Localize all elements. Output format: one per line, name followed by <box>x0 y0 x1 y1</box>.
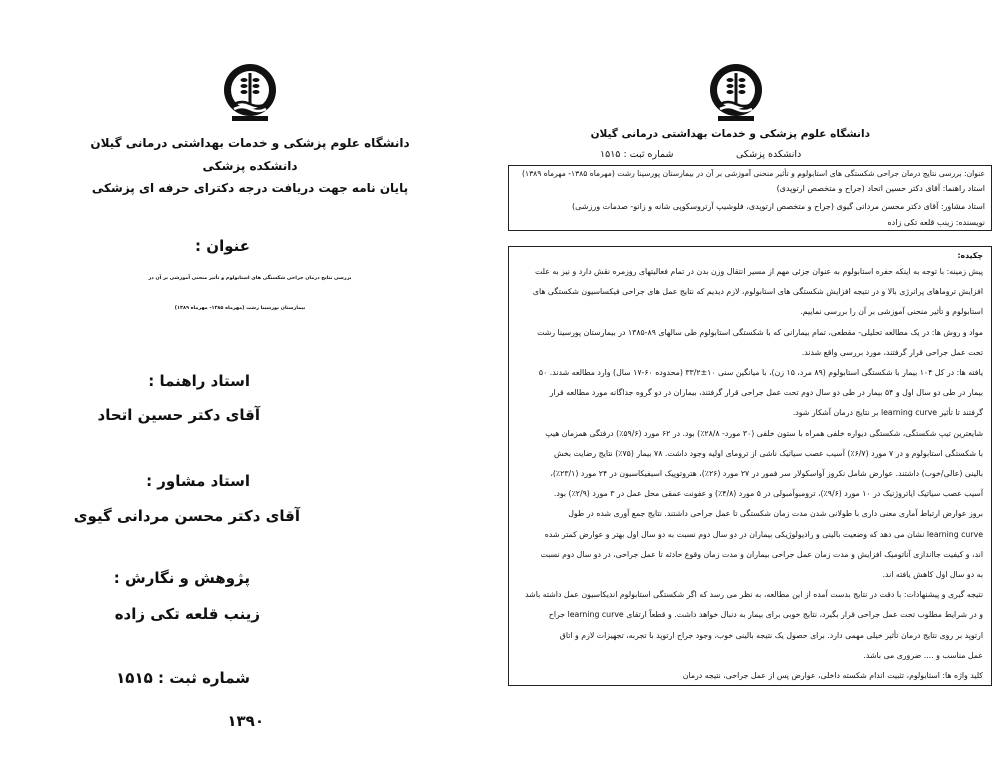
thesis-title-line-1: بررسی نتایج درمان جراحی شکستگی های استابولوم و تأثیر منحنی آموزشی بر آن در <box>148 275 352 281</box>
advisor-label: استاد مشاور : <box>146 472 250 490</box>
abstract-heading: چکیده: <box>957 251 983 260</box>
abstract-line: استابولوم و تأثیر منحنی آموزشی بر آن را بررسی نماییم. <box>800 307 983 317</box>
abstract-line: کلید واژه ها: استابولوم، تثبیت اندام شکسته داخلی، عوارض پس از عمل جراحی، نتیجه درمان <box>682 671 983 680</box>
abstract-line: بیمار در طی دو سال اول و ۵۴ بیمار در طی دو سال دوم تحت عمل جراحی قرار گرفتند، بیماران در دو گروه جداگانه مورد مطالعه قرار <box>549 388 983 398</box>
abstract-line: پیش زمینه: با توجه به اینکه حفره استابولوم به عنوان جزئی مهم از مسیر انتقال وزن بدن در تمام فعالیتهای روزمره نقش دارد و نیز به علت <box>534 267 983 276</box>
title-label: عنوان : <box>195 237 250 255</box>
supervisor-label: استاد راهنما : <box>148 372 250 390</box>
abstract-line: اند، و کیفیت جااندازی آناتومیک افزایش و مدت زمان عمل جراحی بیماران و مدت زمان وقوع حادثه تا عمل جراحی، در دو سال دوم نسبت <box>540 549 983 559</box>
supervisor-name: آقای دکتر حسین اتحاد <box>97 406 260 424</box>
thesis-title-line-2: بیمارستان پورسینا رشت (مهرماه ۱۳۸۵- مهرماه ۱۳۸۹) <box>174 305 306 311</box>
author-name: زینب قلعه تکی زاده <box>114 605 260 623</box>
info-title: عنوان: بررسی نتایج درمان جراحی شکستگی های استابولوم و تأثیر منحنی آموزشی بر آن در بیمارستان پورسینا رشت (مهرماه ۱۳۸۵- مهرماه ۱۳۸۹) <box>522 169 985 178</box>
faculty-name: دانشکده پزشکی <box>736 149 802 160</box>
thesis-year: ۱۳۹۰ <box>227 712 264 730</box>
university-logo-icon <box>222 60 278 124</box>
abstract-line: نتیجه گیری و پیشنهادات: با دقت در نتایج بدست آمده از این مطالعه، به نظر می رسد که اگر شکستگی استابولوم اندیکاسیون عمل داشته باشد <box>525 590 983 600</box>
abstract-box <box>508 246 992 686</box>
faculty-name: دانشکده پزشکی <box>202 159 298 173</box>
info-advisor: استاد مشاور: آقای دکتر محسن مردانی گیوی (جراح و متخصص ارتوپدی، فلوشیپ آرتروسکوپی شانه و زانو- صدمات ورزشی) <box>571 202 985 211</box>
abstract-line: و در شرایط مطلوب تحت عمل جراحی قرار بگیرد، نتایج خوبی برای بیمار به دنبال خواهد داشت. و قطعاً ارتقای learning curve جراح <box>548 610 983 620</box>
abstract-line: گرفتند تا تأثیر learning curve بر نتایج درمان آشکار شود. <box>792 408 983 418</box>
abstract-line: بالینی (عالی/خوب) داشتند. عوارض شامل نکروز آواسکولار سر فمور در ۲۷ مورد (۲۶٪)، هتروتوپیک اسیفیکاسیون در ۲۴ مورد (۲۳/۱٪)، <box>550 469 983 478</box>
abstract-line: به دو سال اول کاهش یافته اند. <box>882 570 983 579</box>
thesis-info-box <box>508 165 992 231</box>
abstract-line: بروز عوارض ارتباط آماری معنی داری با طولانی شدن مدت زمان شکستگی تا عمل جراحی داشتند. نتایج جمع آوری شده در طول <box>568 509 983 519</box>
registration-number: شماره ثبت : ۱۵۱۵ <box>600 149 674 160</box>
abstract-line: افزایش تروماهای پرانرژی بالا و در نتیجه افزایش شکستگی های استابولوم، لازم دیدیم که نتایج عمل های جراحی فیکساسیون شکستگی های <box>532 287 983 297</box>
abstract-line: آسیب عصب سیاتیک ایاتروژنیک در ۱۰ مورد (۹/۶٪)، ترومبوآمبولی در ۵ مورد (۴/۸٪) و عفونت عمقی محل عمل در ۳ مورد (۲/۹٪) بود. <box>553 489 983 499</box>
university-logo-icon <box>708 60 764 124</box>
abstract-line: شایعترین تیپ شکستگی، شکستگی دیواره خلفی همراه با ستون خلفی (۳۰ مورد- ۲۸/۸٪) بود. در ۶۲ مورد (۵۹/۶٪) درفتگی همزمان هیپ <box>545 428 983 438</box>
abstract-line: تحت عمل جراحی قرار گرفتند، مورد بررسی واقع شدند. <box>801 347 983 357</box>
abstract-page <box>500 0 1000 772</box>
abstract-line: عمل مناسب و .... ضروری می باشد. <box>863 650 983 660</box>
info-author: نویسنده: زینب قلعه تکی زاده <box>887 218 985 227</box>
registration-number: شماره ثبت : ۱۵۱۵ <box>116 669 250 687</box>
university-name: دانشگاه علوم پزشکی و خدمات بهداشتی درمانی گیلان <box>590 128 870 140</box>
info-supervisor: استاد راهنما: آقای دکتر حسین اتحاد (جراح و متخصص ارتوپدی) <box>776 184 985 193</box>
abstract-line: learning curve نشان می دهد که وضعیت بالینی و رادیولوژیکی بیماران در دو سال دوم نسبت به دو سال اول بهتر و عوارض کمتر شده <box>544 529 983 539</box>
advisor-name: آقای دکتر محسن مردانی گیوی <box>73 507 300 525</box>
author-label: پژوهش و نگارش : <box>113 569 250 587</box>
abstract-line: با شکستگی استابولوم و در ۷ مورد (۶/۷٪) آسیب عصب سیاتیک ناشی از ترومای اولیه وجود داشت. ۷۸ بیمار (۷۵٪) نتایج رضایت بخش <box>553 448 983 458</box>
abstract-line: ارتوپد بر روی نتایج درمان تأثیر خیلی مهمی دارد. برای حصول یک نتیجه بالینی خوب، وجود جراح ارتوپد با تجربه، تجهیزات لازم و اتاق <box>559 630 983 640</box>
university-name: دانشگاه علوم پزشکی و خدمات بهداشتی درمانی گیلان <box>90 136 410 150</box>
abstract-line: مواد و روش ها: در یک مطالعه تحلیلی- مقطعی، تمام بیمارانی که با شکستگی استابولوم طی سالهای ۸۹-۱۳۸۵ در بیمارستان پورسینا رشت <box>537 327 983 337</box>
abstract-line: یافته ها: در کل ۱۰۴ بیمار با شکستگی استابولوم (۸۹ مرد، ۱۵ زن)، با میانگین سنی ۱۰±۳۳/۲ (محدوده ۶۰-۱۷ سال) وارد مطالعه شدند. ۵۰ <box>538 368 983 377</box>
thesis-note: پایان نامه جهت دریافت درجه دکترای حرفه ای پزشکی <box>91 181 409 195</box>
